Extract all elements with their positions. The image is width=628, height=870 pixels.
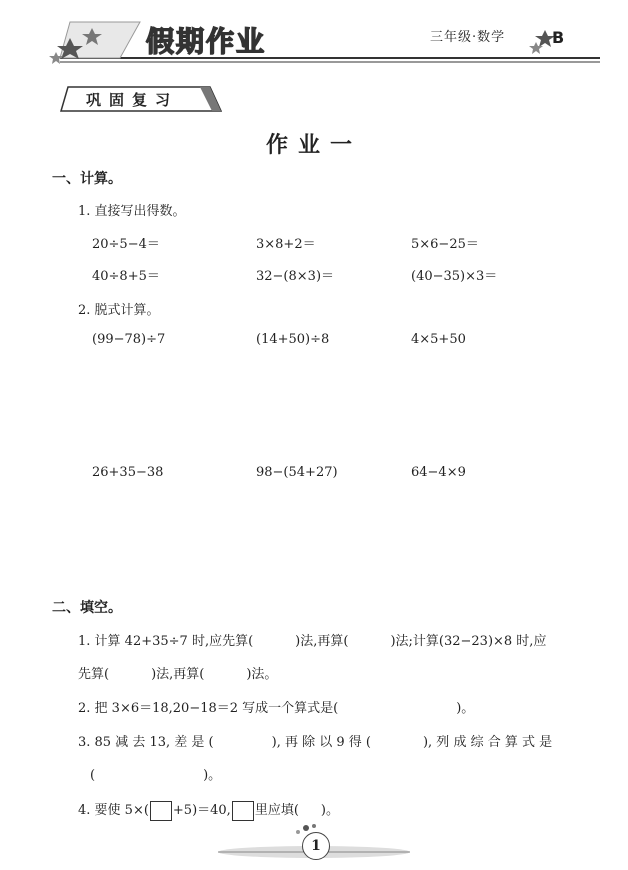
fill-q3-text: 3. 85 减 去 13, 差 是 ( [78,735,214,750]
q2-item: 4×5+50 [411,332,466,347]
q2-item: 26+35−38 [92,465,164,480]
grade-subject: 三年级·数学 [430,30,506,45]
assignment-title: 作业一 [265,133,362,158]
q1-item: (40−35)×3＝ [411,269,498,284]
fill-q1-text: )法;计算(32−23)×8 时,应 [390,634,547,649]
part1-heading: 一、计算。 [52,171,122,187]
fill-q3-text: ( [90,768,96,783]
fill-q1-text: 先算( [78,667,110,682]
fill-q3-text: )。 [203,768,222,783]
fill-q4-text: 里应填( [254,803,299,818]
q1-item: 40÷8+5＝ [92,269,160,284]
fill-q1-text: )法,再算( [151,667,205,682]
q2-label: 2. 脱式计算。 [78,303,160,318]
q2-item: (99−78)÷7 [92,332,166,347]
fill-q2 [78,697,474,716]
book-title: 假期作业 [146,25,267,58]
q2-item: 64−4×9 [411,465,466,480]
fill-q1-text: )法。 [246,667,278,682]
q1-item: 32−(8×3)＝ [256,269,335,284]
fill-q1-text: )法,再算( [295,634,349,649]
part2-heading: 二、填空。 [52,600,122,616]
fill-q2-text: )。 [456,701,475,716]
fill-q1-line1 [78,630,546,649]
header-banner [0,18,628,68]
answer-box[interactable] [232,801,254,821]
q1-item: 5×6−25＝ [411,237,479,252]
q2-item: 98−(54+27) [256,465,338,480]
edition-label: B [552,28,565,47]
answer-box[interactable] [150,801,172,821]
fill-q3-text: ), 列 成 综 合 算 式 是 [422,735,553,750]
fill-q3-text: ), 再 除 以 9 得 ( [271,735,371,750]
fill-q4-text: )。 [320,803,339,818]
section-tab-label: 巩固复习 [86,91,179,109]
fill-q3-line2 [90,764,221,783]
fill-q4-text: 4. 要使 5×( [78,803,149,818]
fill-q3-line1 [78,731,552,750]
page-number: 1 [302,832,330,860]
q1-label: 1. 直接写出得数。 [78,204,186,219]
q1-item: 20÷5−4＝ [92,237,160,252]
q2-item: (14+50)÷8 [256,332,330,347]
fill-q1-text: 1. 计算 42+35÷7 时,应先算( [78,634,254,649]
fill-q4 [78,799,339,821]
fill-q4-text: +5)＝40, [172,803,231,818]
fill-q2-text: 2. 把 3×6＝18,20−18＝2 写成一个算式是( [78,701,339,716]
q1-item: 3×8+2＝ [256,237,316,252]
fill-q1-line2 [78,663,277,682]
